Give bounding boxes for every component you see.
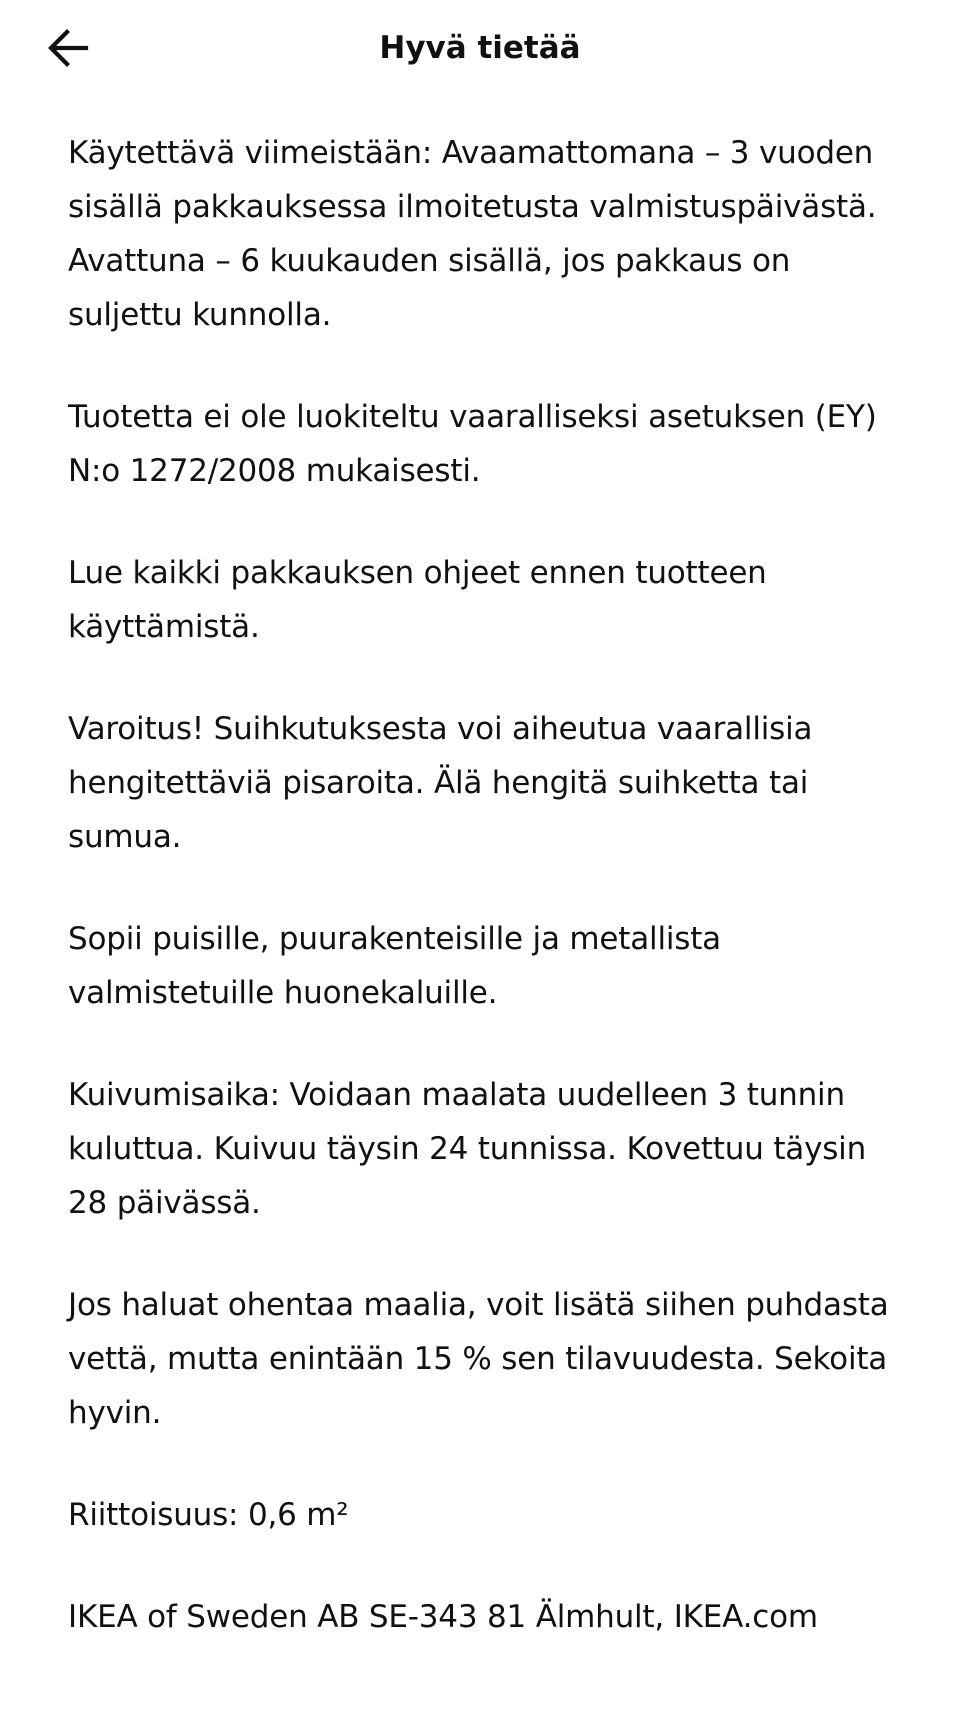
coverage-text: Riittoisuus: 0,6 m² <box>68 1497 349 1533</box>
spray-warning-text: Varoitus! Suihkutuksesta voi aiheutua vaarallisia hengitettäviä pisaroita. Älä hengitä suihketta tai sumua. <box>68 711 813 855</box>
best-before-text: Käytettävä viimeistään: Avaamattomana – 3 vuoden sisällä pakkauksessa ilmoitetusta valmistuspäivästä. Avattuna – 6 kuukauden sisällä, jos pakkaus on suljettu kunnolla. <box>68 135 877 333</box>
read-instructions-text: Lue kaikki pakkauksen ohjeet ennen tuotteen käyttämistä. <box>68 555 767 645</box>
hazard-classification-text: Tuotetta ei ole luokiteltu vaaralliseksi asetuksen (EY) N:o 1272/2008 mukaisesti. <box>68 399 877 489</box>
page-title: Hyvä tietää <box>379 30 581 66</box>
thinning-instructions-text: Jos haluat ohentaa maalia, voit lisätä siihen puhdasta vettä, mutta enintään 15 % sen tilavuudesta. Sekoita hyvin. <box>68 1287 889 1431</box>
suitable-surfaces-text: Sopii puisille, puurakenteisille ja metallista valmistetuille huonekaluille. <box>68 921 721 1011</box>
drying-time-text: Kuivumisaika: Voidaan maalata uudelleen 3 tunnin kuluttua. Kuivuu täysin 24 tunnissa. Kovettuu täysin 28 päivässä. <box>68 1077 867 1221</box>
top-bar <box>0 0 960 96</box>
manufacturer-text: IKEA of Sweden AB SE-343 81 Älmhult, IKEA.com <box>68 1599 818 1635</box>
info-text-body <box>68 126 898 1644</box>
